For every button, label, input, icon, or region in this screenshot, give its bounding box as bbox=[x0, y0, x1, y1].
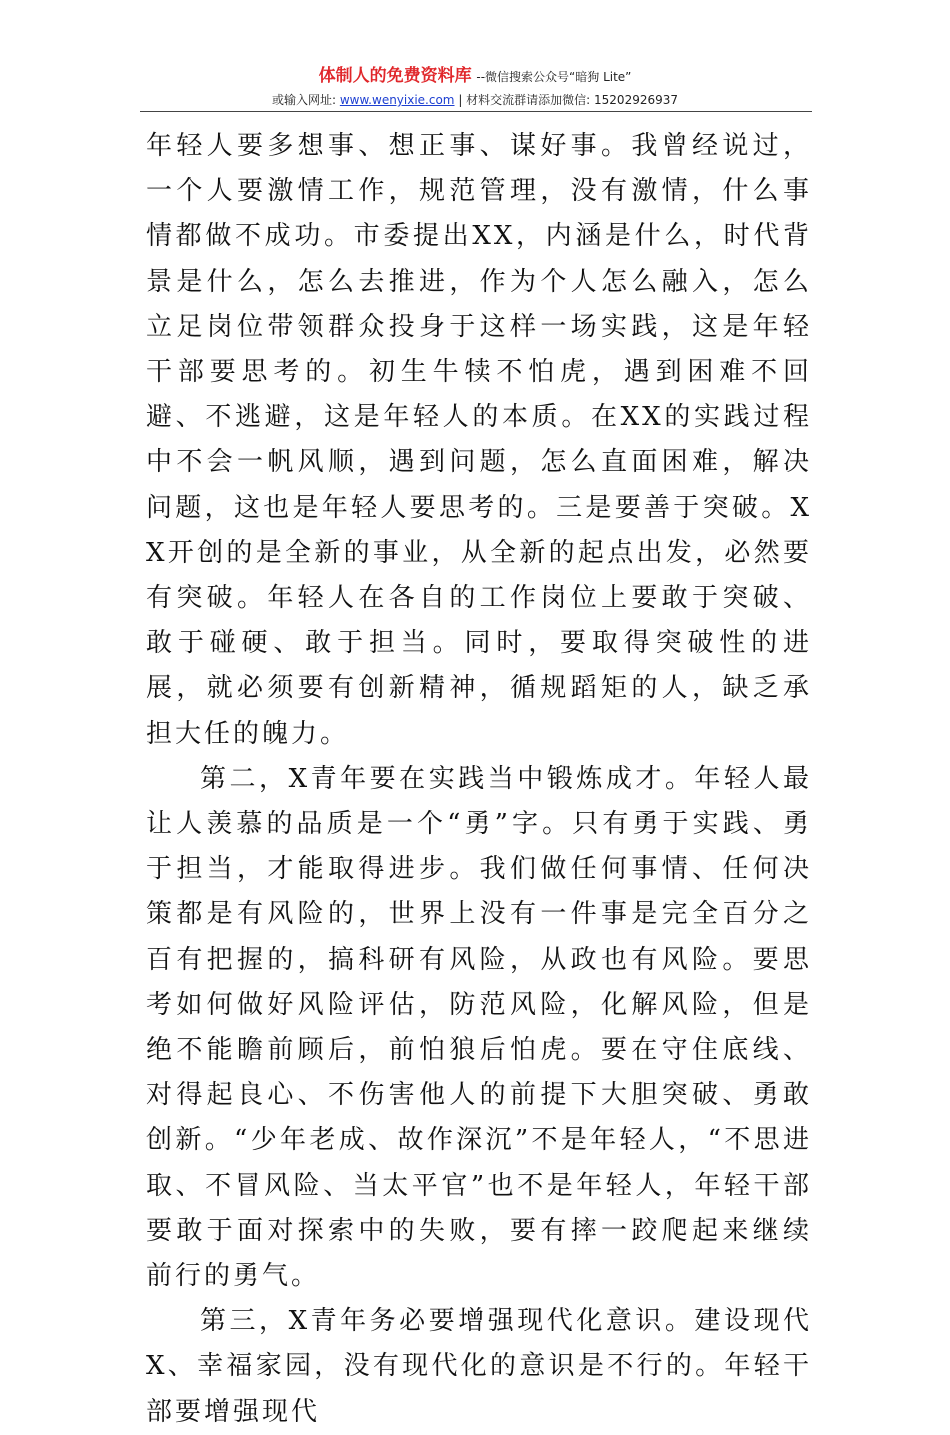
header-brand: 体制人的免费资料库 bbox=[318, 66, 472, 86]
document-body bbox=[146, 124, 812, 1435]
header-website-link[interactable]: www.wenyixie.com bbox=[339, 93, 455, 107]
header-url-prefix: 或输入网址: bbox=[271, 93, 340, 107]
paragraph-1: 年轻人要多想事、想正事、谋好事。我曾经说过，一个人要激情工作，规范管理，没有激情，什么事情都做不成功。市委提出XX，内涵是什么，时代背景是什么，怎么去推进，作为个人怎么融入，怎么立足岗位带领群众投身于这样一场实践，这是年轻干部要思考的。初生牛犊不怕虎，遇到困难不回避、不逃避，这是年轻人的本质。在XX的实践过程中不会一帆风顺，遇到问题，怎么直面困难，解决问题，这也是年轻人要思考的。三是要善于突破。XX开创的是全新的事业，从全新的起点出发，必然要有突破。年轻人在各自的工作岗位上要敢于突破、敢于碰硬、敢于担当。同时，要取得突破性的进展，就必须要有创新精神，循规蹈矩的人，缺乏承担大任的魄力。 bbox=[146, 131, 812, 749]
header-subtitle: --微信搜索公众号“暗狗 Lite” bbox=[476, 70, 632, 84]
paragraph-2: 第二，X青年要在实践当中锻炼成才。年轻人最让人羡慕的品质是一个“勇”字。只有勇于实践、勇于担当，才能取得进步。我们做任何事情、任何决策都是有风险的，世界上没有一件事是完全百分之百有把握的，搞科研有风险，从政也有风险。要思考如何做好风险评估，防范风险，化解风险，但是绝不能瞻前顾后，前怕狼后怕虎。要在守住底线、对得起良心、不伤害他人的前提下大胆突破、勇敢创新。“少年老成、故作深沉”不是年轻人，“不思进取、不冒风险、当太平官”也不是年轻人，年轻干部要敢于面对探索中的失败，要有摔一跤爬起来继续前行的勇气。 bbox=[146, 763, 812, 1292]
header-contact: | 材料交流群请添加微信: 15202926937 bbox=[454, 93, 679, 107]
header-info-line bbox=[0, 91, 950, 109]
page-header bbox=[0, 66, 950, 109]
paragraph-3: 第三，X青年务必要增强现代化意识。建设现代X、幸福家园，没有现代化的意识是不行的。年轻干部要增强现代 bbox=[146, 1306, 812, 1427]
header-title-line bbox=[0, 66, 950, 87]
header-divider bbox=[140, 111, 812, 112]
